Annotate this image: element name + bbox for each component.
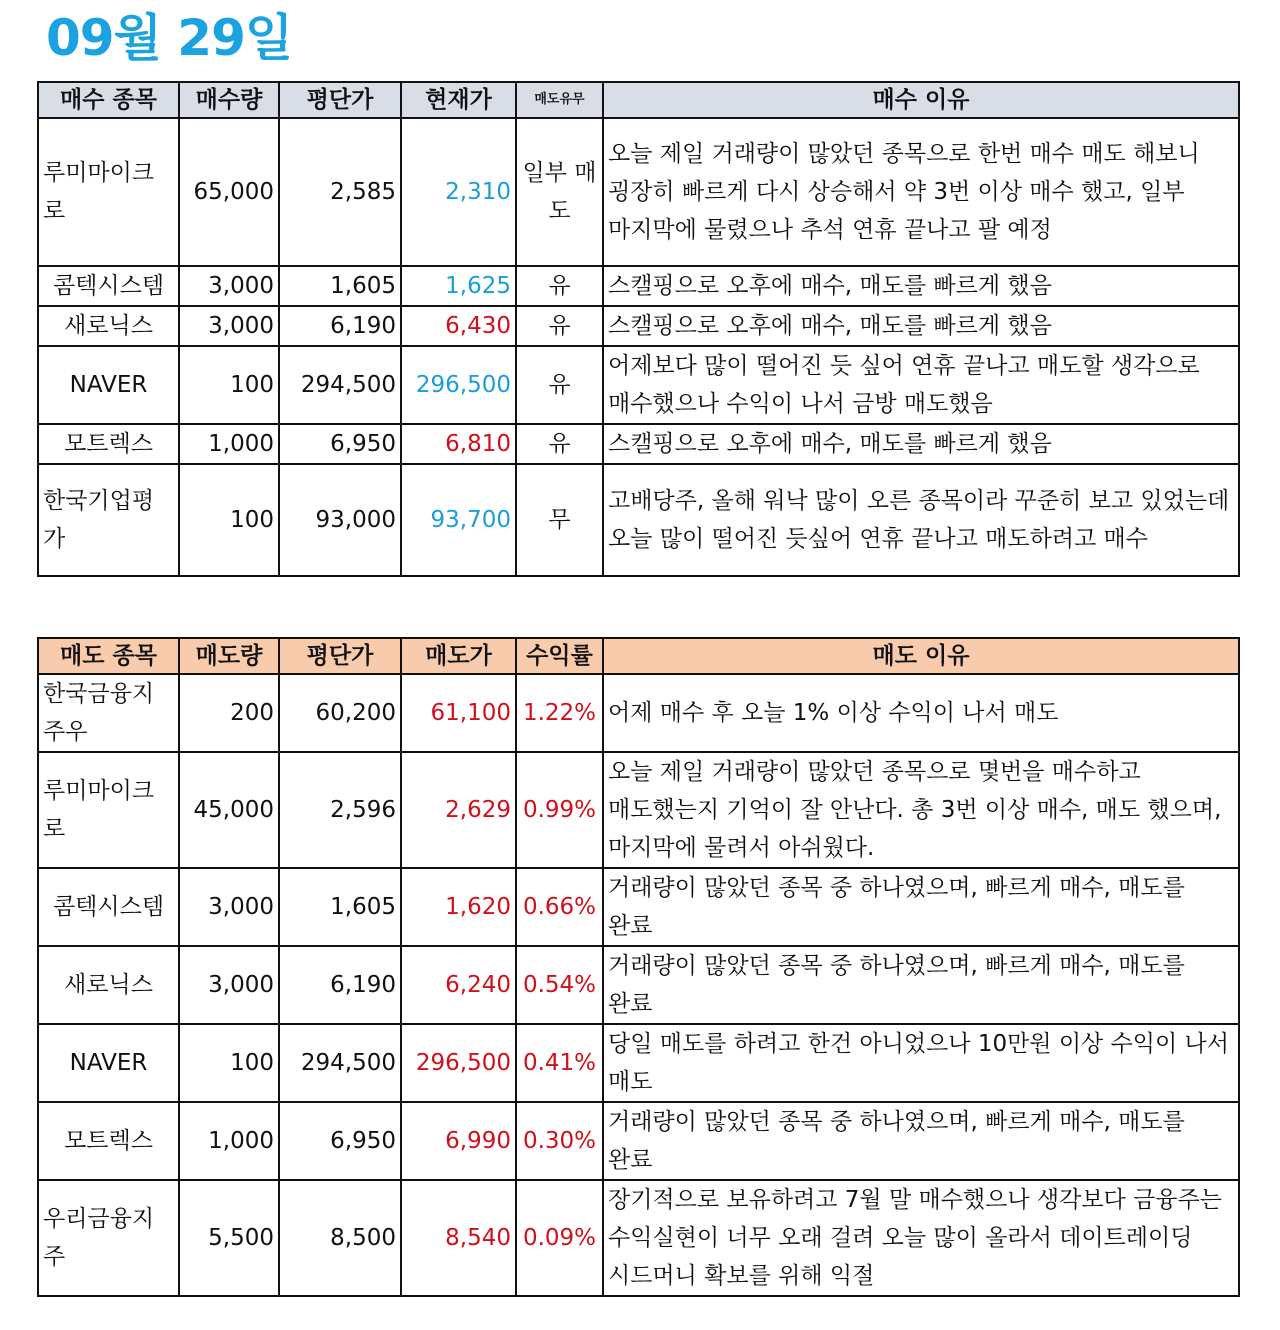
sell-price: 61,100 [401,674,516,752]
sell-price: 1,620 [401,868,516,946]
sell-reason: 거래량이 많았던 종목 중 하나였으며, 빠르게 매수, 매도를 완료 [603,1102,1239,1180]
stock-name: 모트렉스 [38,1102,179,1180]
current-price: 6,810 [401,424,516,464]
quantity: 1,000 [179,424,279,464]
current-price: 296,500 [401,346,516,424]
table-row [38,1102,1239,1180]
buy-reason: 스캘핑으로 오후에 매수, 매도를 빠르게 했음 [603,424,1239,464]
avg-price: 93,000 [279,464,401,576]
col-header-sell-price: 매도가 [401,638,516,674]
table-row [38,306,1239,346]
table-row [38,946,1239,1024]
sell-reason: 당일 매도를 하려고 한건 아니었으나 10만원 이상 수익이 나서 매도 [603,1024,1239,1102]
col-header-sell-stock: 매도 종목 [38,638,179,674]
sold-status: 무 [516,464,603,576]
table-row [38,266,1239,306]
sell-price: 2,629 [401,752,516,868]
sold-status: 일부 매도 [516,118,603,266]
sold-status: 유 [516,266,603,306]
col-header-buy-stock: 매수 종목 [38,82,179,118]
quantity: 1,000 [179,1102,279,1180]
stock-name: 루미마이크로 [38,118,179,266]
current-price: 6,430 [401,306,516,346]
stock-name: 한국금융지주우 [38,674,179,752]
quantity: 100 [179,1024,279,1102]
stock-name: 한국기업평가 [38,464,179,576]
avg-price: 294,500 [279,346,401,424]
return-rate: 0.99% [516,752,603,868]
col-header-sell-reason: 매도 이유 [603,638,1239,674]
table-row [38,1024,1239,1102]
sell-reason: 거래량이 많았던 종목 중 하나였으며, 빠르게 매수, 매도를 완료 [603,946,1239,1024]
table-row [38,118,1239,266]
avg-price: 8,500 [279,1180,401,1296]
table-row [38,674,1239,752]
buy-table-header-row [38,82,1239,118]
quantity: 100 [179,346,279,424]
buy-reason: 스캘핑으로 오후에 매수, 매도를 빠르게 했음 [603,306,1239,346]
table-row [38,424,1239,464]
stock-name: NAVER [38,346,179,424]
col-header-buy-qty: 매수량 [179,82,279,118]
buy-table [37,81,1240,577]
sell-price: 8,540 [401,1180,516,1296]
sell-price: 6,240 [401,946,516,1024]
stock-name: 새로닉스 [38,306,179,346]
sell-table-header-row [38,638,1239,674]
return-rate: 0.09% [516,1180,603,1296]
col-header-avg-price: 평단가 [279,638,401,674]
quantity: 3,000 [179,946,279,1024]
col-header-current-price: 현재가 [401,82,516,118]
col-header-avg-price: 평단가 [279,82,401,118]
sell-reason: 어제 매수 후 오늘 1% 이상 수익이 나서 매도 [603,674,1239,752]
table-row [38,464,1239,576]
table-row [38,868,1239,946]
table-row [38,346,1239,424]
quantity: 45,000 [179,752,279,868]
sold-status: 유 [516,346,603,424]
quantity: 3,000 [179,306,279,346]
page-title: 09월 29일 [46,9,293,67]
quantity: 200 [179,674,279,752]
sell-price: 6,990 [401,1102,516,1180]
avg-price: 6,950 [279,424,401,464]
current-price: 2,310 [401,118,516,266]
table-row [38,1180,1239,1296]
sell-reason: 장기적으로 보유하려고 7월 말 매수했으나 생각보다 금융주는 수익실현이 너무 오래 걸려 오늘 많이 올라서 데이트레이딩 시드머니 확보를 위해 익절 [603,1180,1239,1296]
sell-table [37,637,1240,1297]
stock-name: 콤텍시스템 [38,868,179,946]
stock-name: NAVER [38,1024,179,1102]
col-header-sell-qty: 매도량 [179,638,279,674]
avg-price: 6,950 [279,1102,401,1180]
col-header-buy-reason: 매수 이유 [603,82,1239,118]
quantity: 65,000 [179,118,279,266]
quantity: 5,500 [179,1180,279,1296]
avg-price: 1,605 [279,868,401,946]
buy-reason: 오늘 제일 거래량이 많았던 종목으로 한번 매수 매도 해보니 굉장히 빠르게 다시 상승해서 약 3번 이상 매수 했고, 일부 마지막에 물렸으나 추석 연휴 끝나고 팔 예정 [603,118,1239,266]
current-price: 1,625 [401,266,516,306]
stock-name: 루미마이크로 [38,752,179,868]
sell-reason: 거래량이 많았던 종목 중 하나였으며, 빠르게 매수, 매도를 완료 [603,868,1239,946]
stock-name: 콤텍시스템 [38,266,179,306]
avg-price: 60,200 [279,674,401,752]
avg-price: 1,605 [279,266,401,306]
buy-reason: 어제보다 많이 떨어진 듯 싶어 연휴 끝나고 매도할 생각으로 매수했으나 수익이 나서 금방 매도했음 [603,346,1239,424]
col-header-sold-status: 매도유무 [516,82,603,118]
stock-name: 우리금융지주 [38,1180,179,1296]
return-rate: 0.66% [516,868,603,946]
stock-name: 새로닉스 [38,946,179,1024]
quantity: 3,000 [179,868,279,946]
buy-reason: 스캘핑으로 오후에 매수, 매도를 빠르게 했음 [603,266,1239,306]
sold-status: 유 [516,306,603,346]
avg-price: 2,596 [279,752,401,868]
sell-reason: 오늘 제일 거래량이 많았던 종목으로 몇번을 매수하고 매도했는지 기억이 잘 안난다. 총 3번 이상 매수, 매도 했으며, 마지막에 물려서 아쉬웠다. [603,752,1239,868]
avg-price: 2,585 [279,118,401,266]
avg-price: 6,190 [279,306,401,346]
sell-price: 296,500 [401,1024,516,1102]
return-rate: 0.41% [516,1024,603,1102]
table-row [38,752,1239,868]
sold-status: 유 [516,424,603,464]
return-rate: 1.22% [516,674,603,752]
return-rate: 0.54% [516,946,603,1024]
avg-price: 294,500 [279,1024,401,1102]
col-header-return-rate: 수익률 [516,638,603,674]
buy-reason: 고배당주, 올해 워낙 많이 오른 종목이라 꾸준히 보고 있었는데 오늘 많이 떨어진 듯싶어 연휴 끝나고 매도하려고 매수 [603,464,1239,576]
quantity: 100 [179,464,279,576]
current-price: 93,700 [401,464,516,576]
stock-name: 모트렉스 [38,424,179,464]
return-rate: 0.30% [516,1102,603,1180]
avg-price: 6,190 [279,946,401,1024]
quantity: 3,000 [179,266,279,306]
